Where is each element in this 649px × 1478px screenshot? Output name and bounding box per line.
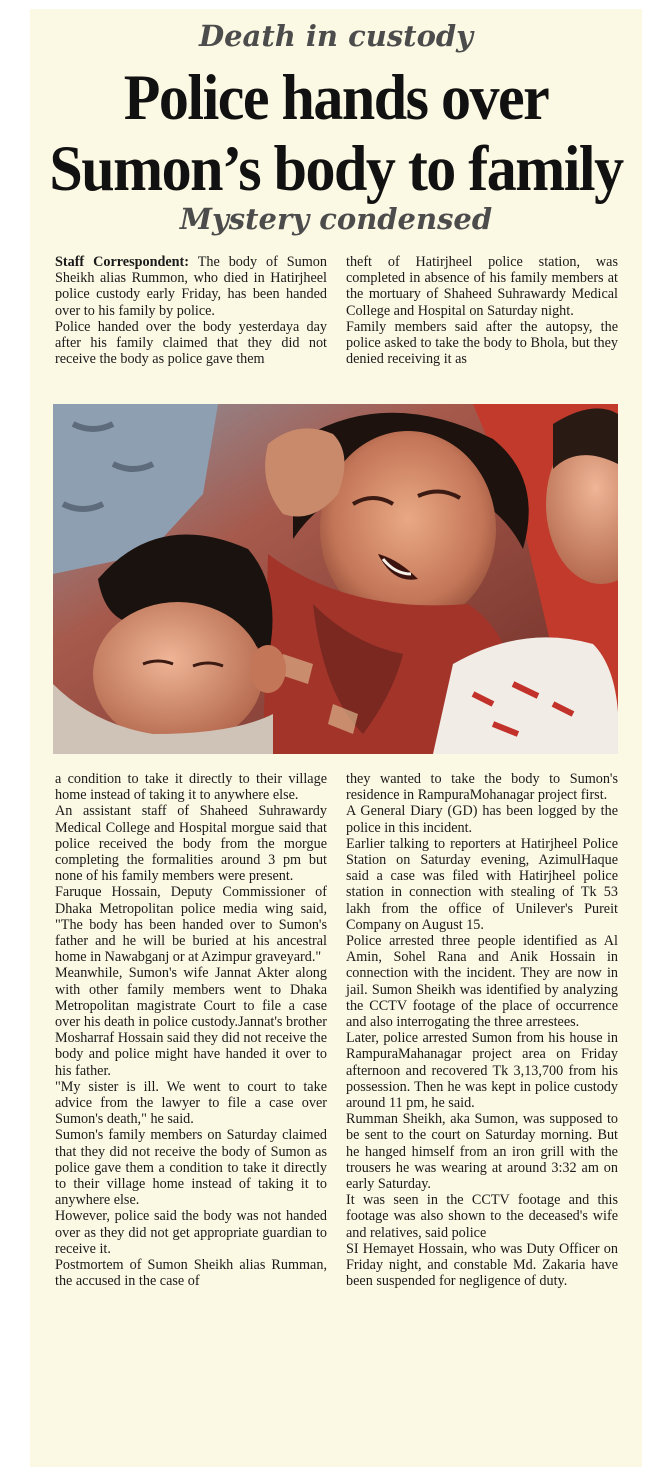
paragraph: Meanwhile, Sumon's wife Jannat Akter along with other family members went to Dhaka Metropolitan magistrate Court to file a case over his death in police custody.Jannat's brother Mosharraf Hossain said they did not receive the body and police might have handed it over to his father.: [55, 965, 327, 1079]
paragraph: Earlier talking to reporters at Hatirjheel Police Station on Saturday evening, AzimulHaque said a case was filed with Hatirjheel police station in connection with stealing of Tk 53 lakh from the office of Unilever's Pureit Company on August 15.: [346, 835, 618, 933]
headline: Police hands over Sumon’s body to family: [49, 61, 623, 205]
byline: Staff Correspondent:: [55, 254, 189, 270]
paragraph: However, police said the body was not handed over as they did not get appropriate guardian to receive it.: [55, 1208, 327, 1257]
paragraph: Faruque Hossain, Deputy Commissioner of Dhaka Metropolitan police media wing said, "The body has been handed over to Sumon's father and he will be buried at his ancestral home in Nawabganj or at Azimpur graveyard.": [55, 884, 327, 966]
paragraph: they wanted to take the body to Sumon's residence in RampuraMohanagar project first.: [346, 771, 618, 804]
kicker: Death in custody: [198, 19, 474, 53]
paragraph: Family members said after the autopsy, the police asked to take the body to Bhola, but they denied receiving it as: [346, 318, 618, 368]
paragraph: Rumman Sheikh, aka Sumon, was supposed to be sent to the court on Saturday morning. But he hanged himself from an iron grill with the trousers he was wearing at around 3:32 am on early Saturday.: [346, 1111, 618, 1193]
paragraph: Postmortem of Sumon Sheikh alias Rumman, the accused in the case of: [55, 1257, 327, 1290]
paragraph: a condition to take it directly to their village home instead of taking it to anywhere else.: [55, 771, 327, 804]
news-photo: [53, 404, 618, 754]
column-top-right: [346, 254, 618, 367]
paragraph: Later, police arrested Sumon from his house in RampuraMahanagar project area on Friday afternoon and recovered Tk 3,13,700 from his possession. Then he was kept in police custody around 11 pm, he said.: [346, 1030, 618, 1112]
column-bottom-left: [55, 771, 327, 1290]
paragraph: "My sister is ill. We went to court to take advice from the lawyer to file a case over Sumon's death," he said.: [55, 1078, 327, 1128]
photo-illustration: [53, 404, 618, 754]
paragraph: Sumon's family members on Saturday claimed that they did not receive the body of Sumon as police gave them a condition to take it directly to their village home instead of taking it to anywhere else.: [55, 1127, 327, 1209]
subhead: Mystery condensed: [179, 202, 493, 236]
paragraph: It was seen in the CCTV footage and this footage was also shown to the deceased's wife and relatives, said police: [346, 1192, 618, 1241]
paragraph-text: The body of Sumon Sheikh alias Rummon, who died in Hatirjheel police custody early Friday, has been handed over to his family by police.: [55, 254, 327, 319]
paragraph: An assistant staff of Shaheed Suhrawardy Medical College and Hospital morgue said that police received the body from the morgue completing the formalities around 3 pm but none of his family members were present.: [55, 803, 327, 885]
paragraph: [55, 254, 327, 319]
column-bottom-right: [346, 771, 618, 1290]
paragraph: Police handed over the body yesterdaya day after his family claimed that they did not receive the body as police gave them: [55, 318, 327, 368]
paragraph: Police arrested three people identified as Al Amin, Sohel Rana and Anik Hossain in connection with the incident. They are now in jail. Sumon Sheikh was identified by analyzing the CCTV footage of the place of occurrence and also interrogating the three arrestees.: [346, 933, 618, 1031]
paragraph: theft of Hatirjheel police station, was completed in absence of his family members at the mortuary of Shaheed Suhrawardy Medical College and Hospital on Saturday night.: [346, 254, 618, 319]
column-top-left: [55, 254, 327, 367]
newspaper-clipping: [30, 9, 642, 1467]
paragraph: SI Hemayet Hossain, who was Duty Officer on Friday night, and constable Md. Zakaria have been suspended for negligence of duty.: [346, 1240, 618, 1290]
paragraph: A General Diary (GD) has been logged by the police in this incident.: [346, 803, 618, 836]
